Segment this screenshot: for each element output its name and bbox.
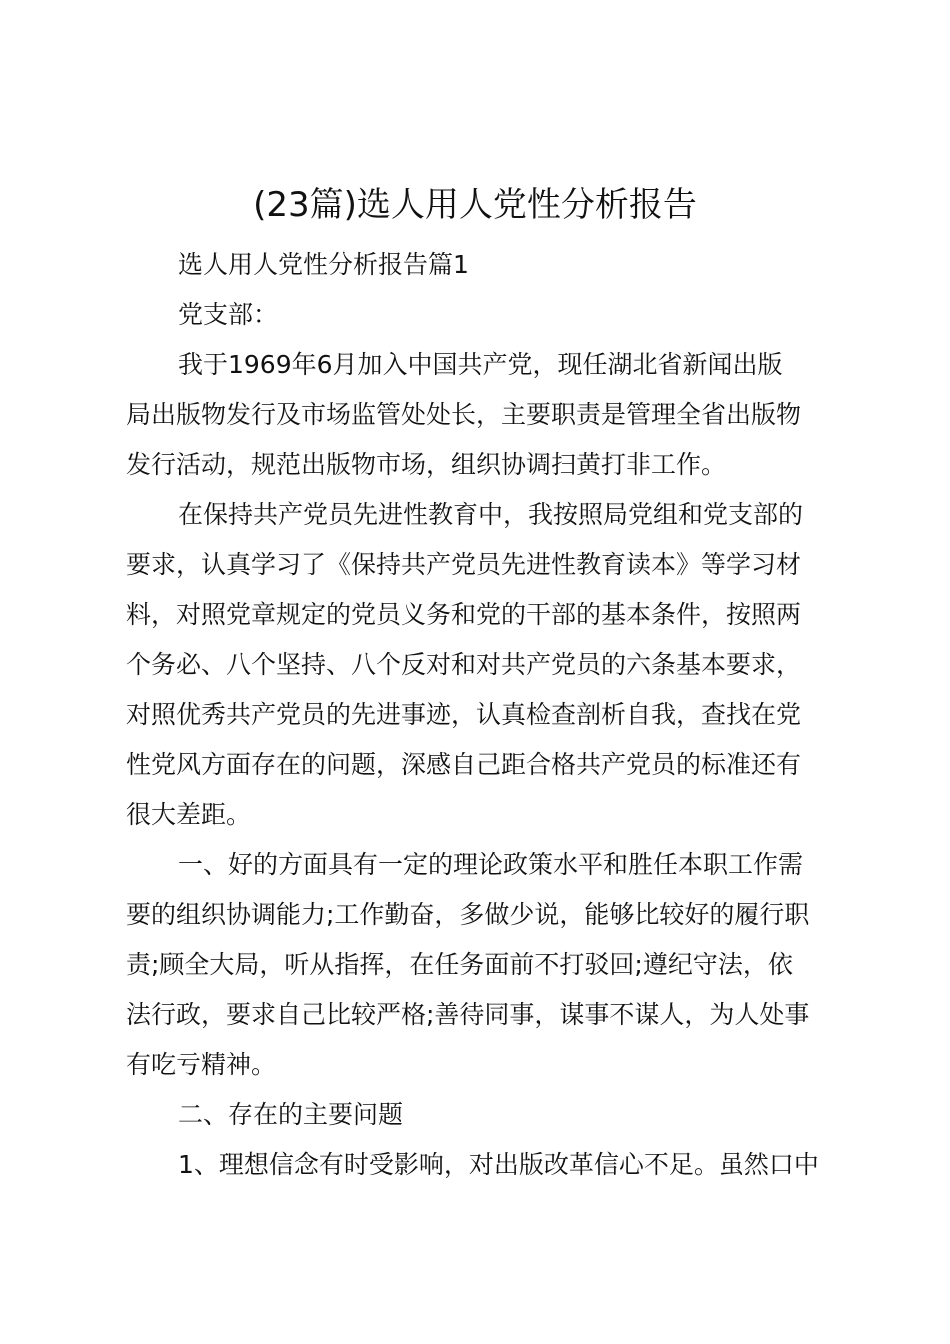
paragraph-line: 对照优秀共产党员的先进事迹，认真检查剖析自我，查找在党 xyxy=(126,700,802,729)
document-body xyxy=(126,240,834,1190)
paragraph-line: 料，对照党章规定的党员义务和党的干部的基本条件，按照两 xyxy=(126,600,802,629)
paragraph-line: 局出版物发行及市场监管处处长，主要职责是管理全省出版物 xyxy=(126,400,802,429)
paragraph-4 xyxy=(126,1090,834,1140)
paragraph-line: 一、好的方面具有一定的理论政策水平和胜任本职工作需 xyxy=(178,850,804,879)
paragraph-line: 很大差距。 xyxy=(126,800,252,829)
paragraph-line: 在保持共产党员先进性教育中，我按照局党组和党支部的 xyxy=(178,500,804,529)
paragraph-line: 法行政，要求自己比较严格;善待同事，谋事不谋人，为人处事 xyxy=(126,1000,810,1029)
paragraph-line: 二、存在的主要问题 xyxy=(178,1100,404,1129)
paragraph-line: 要的组织协调能力;工作勤奋，多做少说，能够比较好的履行职 xyxy=(126,900,810,929)
salutation: 党支部： xyxy=(178,300,279,329)
paragraph-line: 有吃亏精神。 xyxy=(126,1050,277,1079)
paragraph-1 xyxy=(126,340,834,490)
document-title: (23篇)选人用人党性分析报告 xyxy=(253,185,697,225)
paragraph-line: 1、理想信念有时受影响，对出版改革信心不足。虽然口中 xyxy=(178,1150,819,1179)
paragraph-line: 我于1969年6月加入中国共产党，现任湖北省新闻出版 xyxy=(178,350,783,379)
paragraph-3 xyxy=(126,840,834,1090)
paragraph-2 xyxy=(126,490,834,840)
section-heading: 选人用人党性分析报告篇1 xyxy=(178,250,469,279)
paragraph-5 xyxy=(126,1140,834,1190)
paragraph-line: 性党风方面存在的问题，深感自己距合格共产党员的标准还有 xyxy=(126,750,802,779)
paragraph-line: 个务必、八个坚持、八个反对和对共产党员的六条基本要求， xyxy=(126,650,802,679)
paragraph-line: 责;顾全大局，听从指挥，在任务面前不打驳回;遵纪守法，依 xyxy=(126,950,793,979)
paragraph-line: 要求，认真学习了《保持共产党员先进性教育读本》等学习材 xyxy=(126,550,802,579)
paragraph-line: 发行活动，规范出版物市场，组织协调扫黄打非工作。 xyxy=(126,450,727,479)
